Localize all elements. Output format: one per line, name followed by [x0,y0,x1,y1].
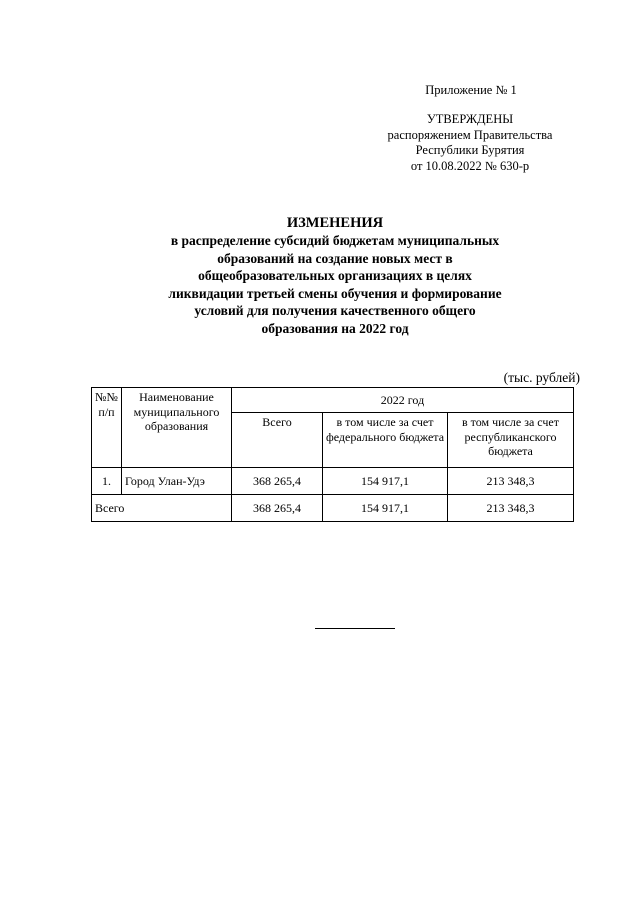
header-year: 2022 год [232,388,574,413]
title-line: образования на 2022 год [261,320,409,336]
header-num: №№ п/п [92,388,122,468]
table-header-row [92,388,574,413]
cell-federal: 154 917,1 [323,468,448,495]
total-label: Всего [92,495,232,522]
cell-name: Город Улан-Удэ [122,468,232,495]
title-line: ликвидации третьей смены обучения и формирование [168,285,502,301]
table-total-row [92,495,574,522]
total-federal: 154 917,1 [323,495,448,522]
approval-line: Республики Бурятия [415,143,525,157]
document-title [120,214,550,337]
header-republic: в том числе за счет республиканского бюджета [448,413,574,468]
total-republic: 213 348,3 [448,495,574,522]
approval-block [370,112,570,174]
appendix-label: Приложение № 1 [425,83,517,97]
cell-republic: 213 348,3 [448,468,574,495]
title-main: ИЗМЕНЕНИЯ [286,215,384,231]
subsidy-table [91,387,574,522]
header-federal: в том числе за счет федерального бюджета [323,413,448,468]
title-line: в распределение субсидий бюджетам муниципальных [170,233,500,248]
title-subtitle [120,232,550,337]
title-line: образований на создание новых мест в [217,250,453,266]
table-row [92,468,574,495]
title-line: условий для получения качественного общего [194,303,476,318]
approval-date: от 10.08.2022 № 630-р [410,158,530,173]
signature-separator-line [315,628,395,629]
total-sum: 368 265,4 [232,495,323,522]
cell-total: 368 265,4 [232,468,323,495]
units-label: (тыс. рублей) [503,370,580,385]
header-name: Наименование муниципального образования [122,388,232,468]
approval-heading: УТВЕРЖДЕНЫ [426,112,514,126]
title-line: общеобразовательных организациях в целях [198,268,472,283]
cell-num: 1. [92,468,122,495]
approval-line: распоряжением Правительства [387,127,553,142]
header-total: Всего [232,413,323,468]
